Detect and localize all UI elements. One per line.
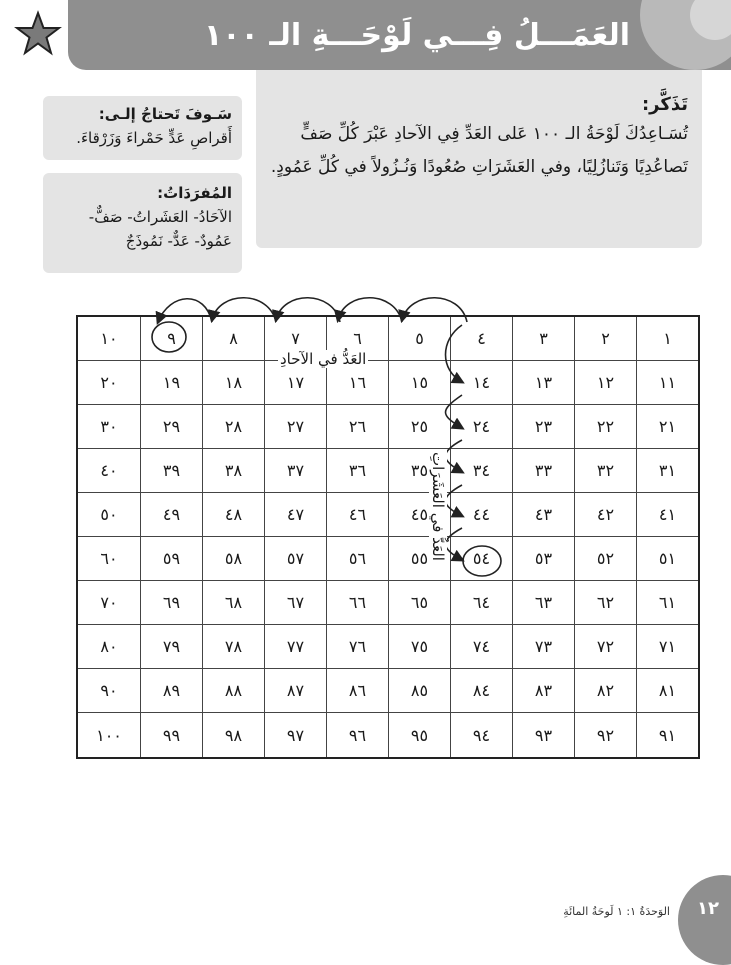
materials-heading: سَـوفَ تَحتاجُ إلـى:	[98, 105, 232, 123]
grid-cell: ١٨	[202, 361, 264, 405]
grid-cell: ٥٦	[326, 537, 388, 581]
grid-cell: ٧٣	[512, 625, 574, 669]
grid-cell: ٢٤	[450, 405, 512, 449]
grid-cell: ٣	[512, 317, 574, 361]
footer-unit-title: الوَحدَةُ ١: ١ لَوحَةُ المائَةِ	[563, 905, 670, 918]
grid-cell: ٥٠	[78, 493, 140, 537]
grid-cell: ٥٤	[450, 537, 512, 581]
grid-cell: ٩٤	[450, 713, 512, 757]
vocabulary-text: الآحَادُ- العَشَراتُ- صَفٌّ- عَمُودٌ- عَدٌّ- نَمُوذَجٌ	[88, 208, 232, 250]
grid-cell: ٨٧	[264, 669, 326, 713]
ones-counting-label: العَدُّ في الآحادِ	[280, 350, 367, 368]
grid-cell: ٤٥	[388, 493, 450, 537]
grid-cell: ٨٠	[78, 625, 140, 669]
remember-text: تُسَـاعِدُكَ لَوْحَةُ الـ ١٠٠ عَلى العَدِّ فِي الآحادِ عَبْرَ كُلِّ صَفٍّ تَصاعُدِيًا وَتَنازُلِيًا، وفي العَشَرَاتِ صُعُودًا وَنُـزُولاً في كُلِّ عَمُودٍ.	[270, 124, 688, 177]
grid-cell: ٥٥	[388, 537, 450, 581]
grid-cell: ٢٢	[574, 405, 636, 449]
page-title: العَمَـــلُ فِـــي لَوْحَـــةِ الـ ١٠٠	[203, 18, 630, 53]
grid-cell: ٤٠	[78, 449, 140, 493]
page-number-badge	[678, 875, 731, 965]
grid-cell: ٥	[388, 317, 450, 361]
remember-panel	[256, 70, 702, 248]
grid-cell: ٥٣	[512, 537, 574, 581]
grid-cell: ١٧	[264, 361, 326, 405]
grid-cell: ٧٢	[574, 625, 636, 669]
grid-cell: ٩٣	[512, 713, 574, 757]
grid-cell: ٤٧	[264, 493, 326, 537]
grid-cell: ٧٩	[140, 625, 202, 669]
grid-cell: ٦١	[636, 581, 698, 625]
grid-cell: ٢	[574, 317, 636, 361]
grid-cell: ١٠٠	[96, 725, 122, 745]
grid-cell: ٨٢	[574, 669, 636, 713]
grid-cell: ٣١	[636, 449, 698, 493]
grid-cell: ٥٨	[202, 537, 264, 581]
grid-cell: ٤٣	[512, 493, 574, 537]
grid-cell: ٩٧	[264, 713, 326, 757]
grid-cell: ٤٢	[574, 493, 636, 537]
star-icon	[14, 10, 62, 58]
grid-cell: ٨١	[636, 669, 698, 713]
grid-cell: ٢١	[636, 405, 698, 449]
grid-cell: ٢٨	[202, 405, 264, 449]
grid-cell: ٢٦	[326, 405, 388, 449]
grid-cell: ١٥	[388, 361, 450, 405]
grid-cell: ١٩	[140, 361, 202, 405]
grid-cell: ٤٤	[450, 493, 512, 537]
grid-cell: ٤١	[636, 493, 698, 537]
grid-cell: ٩٢	[574, 713, 636, 757]
grid-cell: ٧٠	[78, 581, 140, 625]
grid-cell: ٥٧	[264, 537, 326, 581]
grid-cell: ٢٩	[140, 405, 202, 449]
grid-cell: ٣٨	[202, 449, 264, 493]
grid-cell: ٧٤	[450, 625, 512, 669]
grid-cell: ٤	[450, 317, 512, 361]
grid-cell: ٩	[140, 317, 202, 361]
grid-cell: ٦٣	[512, 581, 574, 625]
materials-text: أَقراصِ عَدٍّ حَمْراءَ وَزَرْقاءَ.	[76, 129, 232, 147]
grid-cell: ٦٦	[326, 581, 388, 625]
grid-cell: ٧٦	[326, 625, 388, 669]
grid-cell: ٣٩	[140, 449, 202, 493]
grid-cell: ٩٠	[78, 669, 140, 713]
grid-cell: ٤٦	[326, 493, 388, 537]
grid-cell: ٦٧	[264, 581, 326, 625]
grid-cell: ٣٤	[450, 449, 512, 493]
materials-panel	[43, 96, 242, 160]
grid-cell: ٣٦	[326, 449, 388, 493]
grid-cell: ٩٦	[326, 713, 388, 757]
grid-cell: ٩١	[636, 713, 698, 757]
grid-cell: ٣٢	[574, 449, 636, 493]
tens-counting-label: العَدُّ في العَشَرَاتِ	[429, 452, 447, 561]
grid-cell: ٣٥	[388, 449, 450, 493]
grid-cell: ٨	[202, 317, 264, 361]
grid-cell: ٩٩	[140, 713, 202, 757]
grid-cell: ٦٨	[202, 581, 264, 625]
grid-cell: ٦٠	[78, 537, 140, 581]
grid-cell: ٢٣	[512, 405, 574, 449]
grid-cell: ١٢	[574, 361, 636, 405]
grid-cell: ٧١	[636, 625, 698, 669]
grid-cell: ٥١	[636, 537, 698, 581]
grid-cell: ٦٥	[388, 581, 450, 625]
grid-cell: ٣٣	[512, 449, 574, 493]
grid-cell: ٢٥	[388, 405, 450, 449]
grid-cell: ٦	[326, 317, 388, 361]
grid-cell: ٢٧	[264, 405, 326, 449]
grid-cell: ١٣	[512, 361, 574, 405]
grid-cell: ٦٢	[574, 581, 636, 625]
grid-cell: ٦٤	[450, 581, 512, 625]
grid-cell: ١٠	[78, 317, 140, 361]
grid-cell: ٤٩	[140, 493, 202, 537]
grid-cell: ٥٩	[140, 537, 202, 581]
grid-cell: ٧٧	[264, 625, 326, 669]
remember-heading: تَذَكَّر:	[641, 94, 688, 115]
hundred-chart	[76, 315, 700, 759]
grid-cell: ٧٥	[388, 625, 450, 669]
grid-cell: ٧٨	[202, 625, 264, 669]
grid-cell: ٣٠	[78, 405, 140, 449]
grid-cell: ٨٨	[202, 669, 264, 713]
page-number: ١٢	[697, 898, 719, 919]
grid-cell: ٨٥	[388, 669, 450, 713]
grid-cell: ٨٦	[326, 669, 388, 713]
grid-cell: ٧	[264, 317, 326, 361]
grid-cell: ١٦	[326, 361, 388, 405]
grid-cell: ٥٢	[574, 537, 636, 581]
vocabulary-panel	[43, 173, 242, 273]
grid-cell: ٣٧	[264, 449, 326, 493]
grid-cell: ١	[636, 317, 698, 361]
grid-cell: ٩٨	[202, 713, 264, 757]
grid-cell: ٨٤	[450, 669, 512, 713]
grid-cell: ٢٠	[78, 361, 140, 405]
grid-cell: ٨٣	[512, 669, 574, 713]
vocabulary-heading: المُفرَدَاتُ:	[157, 184, 232, 202]
grid-cell: ١١	[636, 361, 698, 405]
grid-cell: ٤٨	[202, 493, 264, 537]
grid-cell: ٩٥	[388, 713, 450, 757]
grid-cell: ١٤	[450, 361, 512, 405]
grid-cell: ٨٩	[140, 669, 202, 713]
grid-cell: ٦٩	[140, 581, 202, 625]
